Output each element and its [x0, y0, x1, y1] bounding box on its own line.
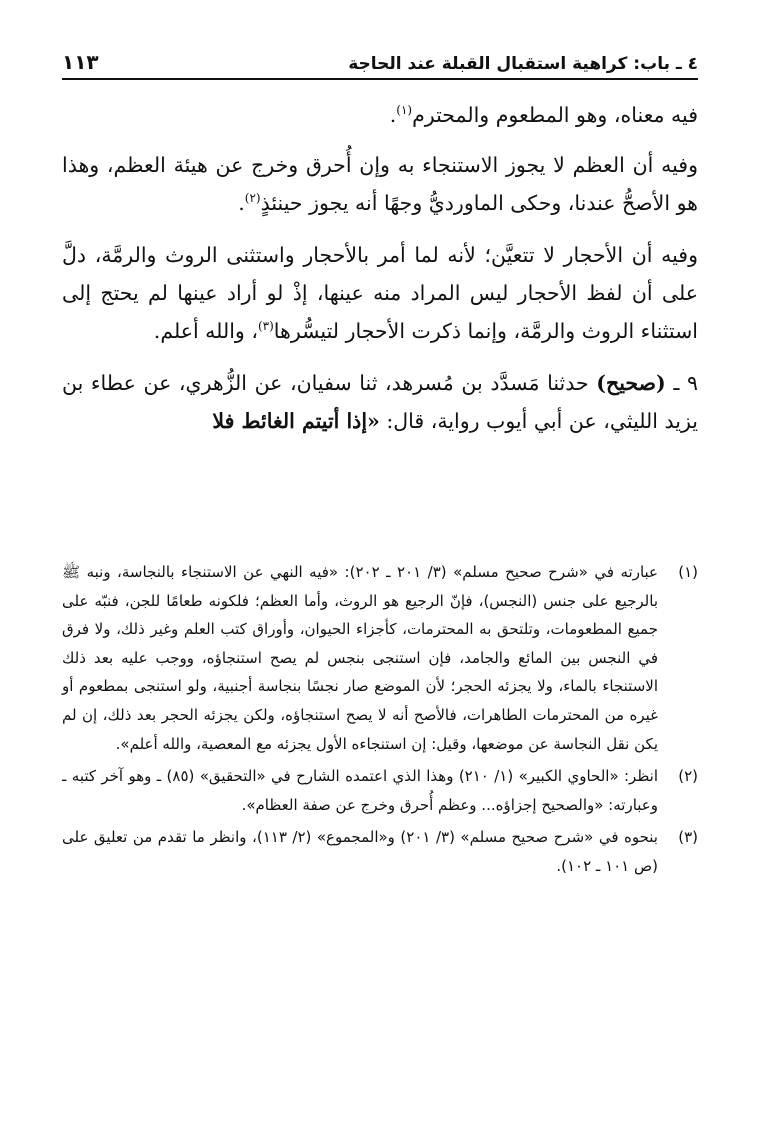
- footnote-text: عبارته في «شرح صحيح مسلم» (٣/ ٢٠١ ـ ٢٠٢): «فيه النهي عن الاستنجاء بالنجاسة، ونبه ﷺ بالرجيع على جنس (النجس)، فإنّ الرجيع هو الروث، وأما العظم؛ فلكونه طعامًا للجن، فنبّه على جميع المطعومات، وتلتحق به المحترمات، كأجزاء الحيوان، وأوراق كتب العلم وغير ذلك، ولا فرق في النجس بين المائع والجامد، فإن استنجى بنجس لم يصح استنجاؤه، ووجب عليه بعد ذلك الاستنجاء بالماء، ولا يجزئه الحجر؛ لأن الموضع صار نجسًا بنجاسة أجنبية، ولو استنجى بمطعوم أو غيره من المحترمات الطاهرات، فالأصح أنه لا يصح استنجاؤه، ولكن يجزئه الحجر بعد ذلك، إن لم يكن نقل النجاسة عن موضعها، وقيل: إن استنجاءه الأول يجزئه مع المعصية، والله أعلم».: [62, 563, 659, 753]
- paragraph-1: فيه معناه، وهو المطعوم والمحترم$^{(١)}$.: [389, 103, 698, 127]
- footnotes: [62, 558, 698, 885]
- footnote-ref-3[interactable]: (٣): [257, 319, 274, 334]
- main-text: [62, 96, 698, 454]
- paragraph-3: وفيه أن الأحجار لا تتعيَّن؛ لأنه لما أمر بالأحجار واستثنى الروث والرمَّة، دلَّ على أن لفظ الأحجار ليس المراد منه عينها، إذْ لو أراد عينها لم يحتج إلى استثناء الروث والرمَّة، وإنما ذكرت الأحجار لتيسُّرها$^{(٣)}$، والله أعلم.: [62, 243, 698, 343]
- isnad: حدثنا مَسدَّد بن مُسرهد، ثنا سفيان، عن الزُّهري، عن عطاء بن يزيد الليثي، عن أبي أيوب رواية، قال:: [62, 371, 698, 433]
- footnote-number: (١): [678, 563, 698, 581]
- footnote-ref-1[interactable]: (١): [396, 103, 413, 118]
- hadith-grade: (صحيح): [596, 371, 666, 395]
- hadith-text: «إذا أتيتم الغائط فلا: [212, 409, 380, 433]
- chapter-title: ٤ ـ باب: كراهية استقبال القبلة عند الحاجة: [348, 54, 698, 74]
- footnote-number: (٢): [678, 767, 698, 786]
- page-number: ١١٣: [62, 50, 99, 74]
- footnote-item: [62, 762, 698, 819]
- footnote-text: انظر: «الحاوي الكبير» (١/ ٢١٠) وهذا الذي اعتمده الشارح في «التحقيق» (٨٥) ـ وهو آخر كتبه ـ وعبارته: «والصحيح إجزاؤه... وعظم أُحرق وخرج عن صفة العظام».: [62, 767, 658, 814]
- paragraph-2: وفيه أن العظم لا يجوز الاستنجاء به وإن أُحرق وخرج عن هيئة العظم، وهذا هو الأصحُّ عندنا، وحكى الماورديُّ وجهًا أنه يجوز حينئذٍ$^{(٢)}$.: [62, 153, 698, 215]
- footnote-ref-2[interactable]: (٢): [244, 191, 261, 206]
- footnote-number: (٣): [678, 828, 698, 847]
- footnote-text: بنحوه في «شرح صحيح مسلم» (٣/ ٢٠١) و«المجموع» (٢/ ١١٣)، وانظر ما تقدم من تعليق على (ص ١٠١ ـ ١٠٢).: [62, 828, 658, 875]
- running-header: [62, 42, 698, 80]
- hadith-number: ٩ ـ: [665, 371, 698, 395]
- paragraph-4-hadith: [62, 364, 698, 440]
- footnote-item: [62, 558, 698, 758]
- footnote-item: [62, 823, 698, 880]
